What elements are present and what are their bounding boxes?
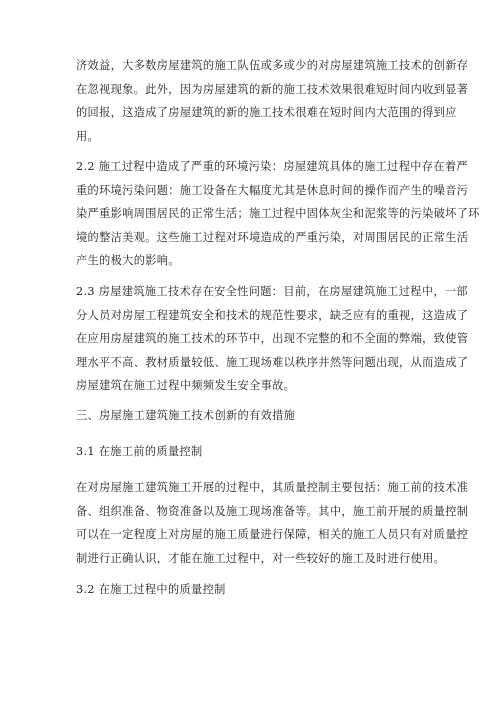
text-line: 用。 [76, 129, 100, 143]
subsection-heading-3-2 [76, 578, 436, 602]
paragraph-2-3-safety-issues [76, 280, 469, 398]
subsection-heading: 3.2 在施工过程中的质量控制 [76, 583, 226, 596]
section-heading: 三、房屋施工建筑施工技术创新的有效措施 [76, 409, 296, 422]
paragraph-pre-construction-quality [76, 476, 469, 570]
paragraph-2-2-environmental-pollution [76, 155, 480, 273]
text-line: 境的整洁美观。这些施工过程对环境造成的严重污染，对周围居民的正常生活 [76, 230, 469, 244]
text-line: 重的环境污染问题：施工设备在大幅度尤其是休息时间的操作而产生的噪音污 [76, 183, 469, 197]
subsection-heading: 3.1 在施工前的质量控制 [76, 445, 203, 458]
text-line: 的回报，这造成了房屋建筑的新的施工技术很难在短时间内大范围的得到应 [76, 106, 457, 120]
subsection-heading-3-1 [76, 440, 436, 464]
text-line: 产生的极大的影响。 [76, 254, 180, 268]
paragraph-economic-benefit [76, 54, 469, 148]
text-line: 济效益，大多数房屋建筑的施工队伍或多或少的对房屋建筑施工技术的创新存 [76, 59, 469, 72]
text-line: 可以在一定程度上对房屋的施工质量进行保障，相关的施工人员只有对质量控 [76, 528, 469, 542]
text-line: 分人员对房屋工程建筑安全和技术的规范性要求，缺乏应有的重视，这造成了 [76, 308, 469, 322]
text-line: 制进行正确认识，才能在施工过程中，对一些较好的施工及时进行使用。 [76, 551, 446, 565]
text-line: 在忽视现象。此外，因为房屋建筑的新的施工技术效果很难短时间内收到显著 [76, 82, 469, 96]
text-line: 染严重影响周围居民的正常生活；施工过程中固体灰尘和泥浆等的污染破坏了环 [76, 207, 480, 221]
text-line: 2.3 房屋建筑施工技术存在安全性问题：目前，在房屋建筑施工过程中，一部 [76, 285, 468, 298]
text-line: 房屋建筑在施工过程中频频发生安全事故。 [76, 379, 296, 393]
section-heading-3 [76, 404, 436, 428]
text-line: 在应用房屋建筑的施工技术的环节中，出现不完整的和不全面的弊端，致使管 [76, 332, 469, 346]
text-line: 在对房屋施工建筑施工开展的过程中，其质量控制主要包括：施工前的技术准 [76, 481, 469, 494]
text-line: 备、组织准备、物资准备以及施工现场准备等。其中，施工前开展的质量控制 [76, 504, 469, 518]
text-line: 2.2 施工过程中造成了严重的环境污染：房屋建筑具体的施工过程中存在着严 [76, 160, 468, 173]
text-line: 理水平不高、教材质量较低、施工现场难以秩序井然等问题出现，从而造成了 [76, 355, 469, 369]
